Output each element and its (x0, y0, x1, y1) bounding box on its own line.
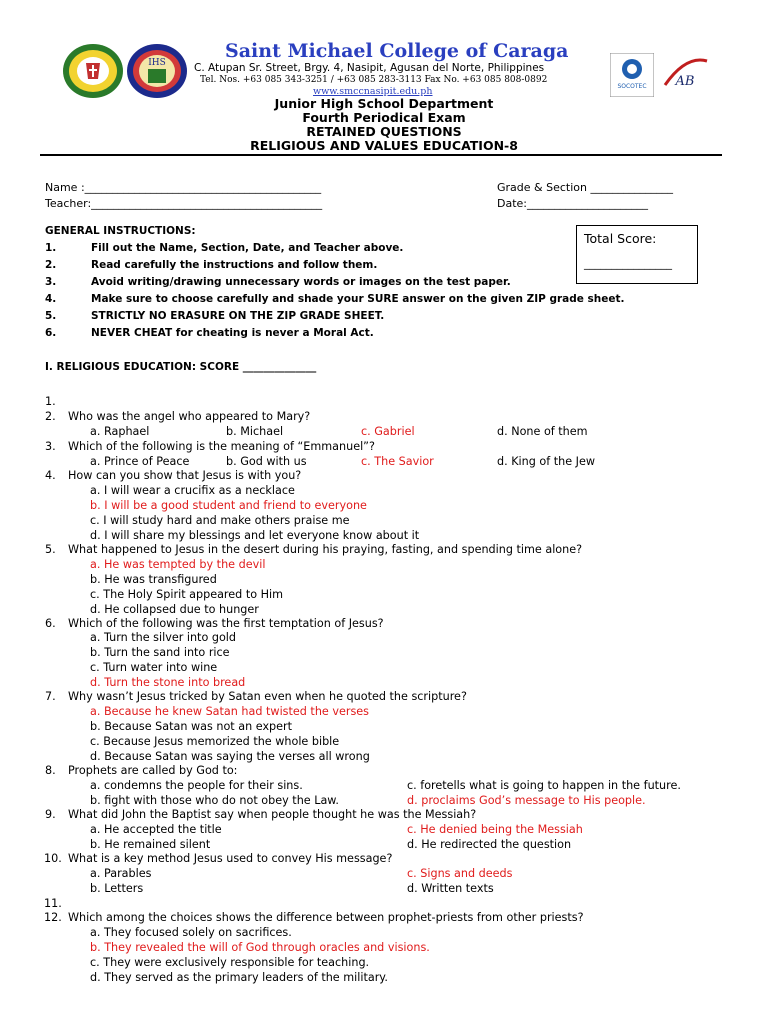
instruction-number: 5. (45, 310, 57, 322)
ihs-logo (126, 43, 188, 99)
answer-choice: c. The Holy Spirit appeared to Him (90, 588, 284, 601)
answer-choice-highlighted: c. Gabriel (361, 425, 415, 438)
question-text: Why wasn’t Jesus tricked by Satan even when he quoted the scripture? (68, 690, 467, 703)
answer-choice: d. I will share my blessings and let everyone know about it (90, 529, 420, 542)
college-website-link[interactable]: www.smccnasipit.edu.ph (313, 86, 433, 97)
answer-choice: d. King of the Jew (497, 455, 595, 468)
question-number: 2. (45, 410, 56, 423)
accreditation-logo (661, 55, 711, 97)
instruction-number: 1. (45, 242, 57, 254)
answer-choice: c. Turn water into wine (90, 661, 218, 674)
answer-choice: a. Raphael (90, 425, 150, 438)
answer-choice: d. Written texts (407, 882, 494, 895)
instruction-number: 6. (45, 327, 57, 339)
answer-choice: d. He collapsed due to hunger (90, 603, 259, 616)
college-contact-numbers: Tel. Nos. +63 085 343-3251 / +63 085 283-3113 Fax No. +63 085 808-0892 (200, 75, 548, 85)
answer-choice: b. He remained silent (90, 838, 211, 851)
college-name: Saint Michael College of Caraga (225, 40, 569, 62)
question-text: What happened to Jesus in the desert during his praying, fasting, and spending time alone? (68, 543, 583, 556)
question-text: Which among the choices shows the difference between prophet-priests from other priests? (68, 911, 584, 924)
question-number: 9. (45, 808, 56, 821)
instruction-text: Make sure to choose carefully and shade your SURE answer on the given ZIP grade sheet. (91, 293, 625, 305)
question-number: 12. (44, 911, 62, 924)
question-text: Which of the following is the meaning of “Emmanuel”? (68, 440, 375, 453)
answer-choice: a. They focused solely on sacrifices. (90, 926, 292, 939)
answer-choice: b. Because Satan was not an expert (90, 720, 293, 733)
answer-choice: a. Prince of Peace (90, 455, 190, 468)
instruction-number: 4. (45, 293, 57, 305)
question-number: 3. (45, 440, 56, 453)
answer-choice: d. None of them (497, 425, 588, 438)
instruction-number: 2. (45, 259, 57, 271)
teacher-field[interactable]: Teacher:__________________________________________ (45, 197, 323, 210)
department-title: Junior High School Department (274, 96, 494, 111)
answer-choice: b. Turn the sand into rice (90, 646, 230, 659)
answer-choice: d. Because Satan was saying the verses all wrong (90, 750, 370, 763)
question-text: Which of the following was the first temptation of Jesus? (68, 617, 384, 630)
accreditation-logo-text: AB (675, 74, 695, 89)
answer-choice-highlighted: b. I will be a good student and friend to everyone (90, 499, 367, 512)
answer-choice: c. I will study hard and make others praise me (90, 514, 350, 527)
answer-choice-highlighted: a. He was tempted by the devil (90, 558, 266, 571)
answer-choice-highlighted: d. proclaims God’s message to His people. (407, 794, 646, 807)
answer-choice: c. foretells what is going to happen in the future. (407, 779, 681, 792)
college-address: C. Atupan Sr. Street, Brgy. 4, Nasipit, Agusan del Norte, Philippines (194, 62, 545, 74)
answer-choice: c. They were exclusively responsible for teaching. (90, 956, 370, 969)
total-score-label: Total Score: (584, 231, 657, 246)
answer-choice: b. fight with those who do not obey the Law. (90, 794, 339, 807)
grade-section-field[interactable]: Grade & Section _______________ (497, 181, 673, 194)
answer-choice: a. Parables (90, 867, 152, 880)
ihs-logo-text: IHS (148, 58, 166, 68)
subject-title: RELIGIOUS AND VALUES EDUCATION-8 (250, 138, 518, 153)
answer-choice: a. condemns the people for their sins. (90, 779, 303, 792)
instructions-heading: GENERAL INSTRUCTIONS: (45, 225, 196, 237)
question-text: Who was the angel who appeared to Mary? (68, 410, 311, 423)
question-number: 8. (45, 764, 56, 777)
answer-choice: b. He was transfigured (90, 573, 217, 586)
answer-choice: a. He accepted the title (90, 823, 222, 836)
question-number: 1. (45, 395, 56, 408)
instruction-number: 3. (45, 276, 57, 288)
answer-choice-highlighted: c. He denied being the Messiah (407, 823, 583, 836)
answer-choice-highlighted: c. The Savior (361, 455, 434, 468)
question-text: How can you show that Jesus is with you? (68, 469, 302, 482)
answer-choice: b. Michael (226, 425, 284, 438)
answer-choice-highlighted: d. Turn the stone into bread (90, 676, 246, 689)
total-score-box (576, 225, 698, 284)
question-text: Prophets are called by God to: (68, 764, 238, 777)
retained-title: RETAINED QUESTIONS (306, 124, 462, 139)
answer-choice: d. They served as the primary leaders of the military. (90, 971, 388, 984)
answer-choice: a. Turn the silver into gold (90, 631, 237, 644)
answer-choice: b. Letters (90, 882, 144, 895)
socotec-logo-text: SOCOTEC (617, 83, 647, 90)
socotec-certification-logo (610, 53, 654, 97)
section-title: I. RELIGIOUS EDUCATION: SCORE ______________ (45, 361, 317, 373)
answer-choice: d. He redirected the question (407, 838, 572, 851)
question-text: What is a key method Jesus used to convey His message? (68, 852, 393, 865)
instruction-text: Fill out the Name, Section, Date, and Teacher above. (91, 242, 404, 254)
question-text: What did John the Baptist say when people thought he was the Messiah? (68, 808, 477, 821)
date-field[interactable]: Date:______________________ (497, 197, 648, 210)
instruction-text: Read carefully the instructions and follow them. (91, 259, 378, 271)
header-divider (40, 154, 722, 156)
answer-choice-highlighted: c. Signs and deeds (407, 867, 513, 880)
question-number: 5. (45, 543, 56, 556)
school-seal-logo (62, 43, 124, 99)
instruction-text: NEVER CHEAT for cheating is never a Moral Act. (91, 327, 374, 339)
total-score-blank[interactable]: ________________ (584, 257, 672, 270)
question-number: 6. (45, 617, 56, 630)
question-number: 10. (44, 852, 62, 865)
question-number: 11. (44, 897, 62, 910)
answer-choice: c. Because Jesus memorized the whole bible (90, 735, 340, 748)
instruction-text: STRICTLY NO ERASURE ON THE ZIP GRADE SHEET. (91, 310, 385, 322)
instruction-text: Avoid writing/drawing unnecessary words or images on the test paper. (91, 276, 511, 288)
answer-choice: a. I will wear a crucifix as a necklace (90, 484, 295, 497)
answer-choice-highlighted: a. Because he knew Satan had twisted the verses (90, 705, 369, 718)
answer-choice-highlighted: b. They revealed the will of God through oracles and visions. (90, 941, 430, 954)
question-number: 4. (45, 469, 56, 482)
answer-choice: b. God with us (226, 455, 307, 468)
question-number: 7. (45, 690, 56, 703)
name-field[interactable]: Name :___________________________________________ (45, 181, 322, 194)
exam-title: Fourth Periodical Exam (302, 110, 466, 125)
